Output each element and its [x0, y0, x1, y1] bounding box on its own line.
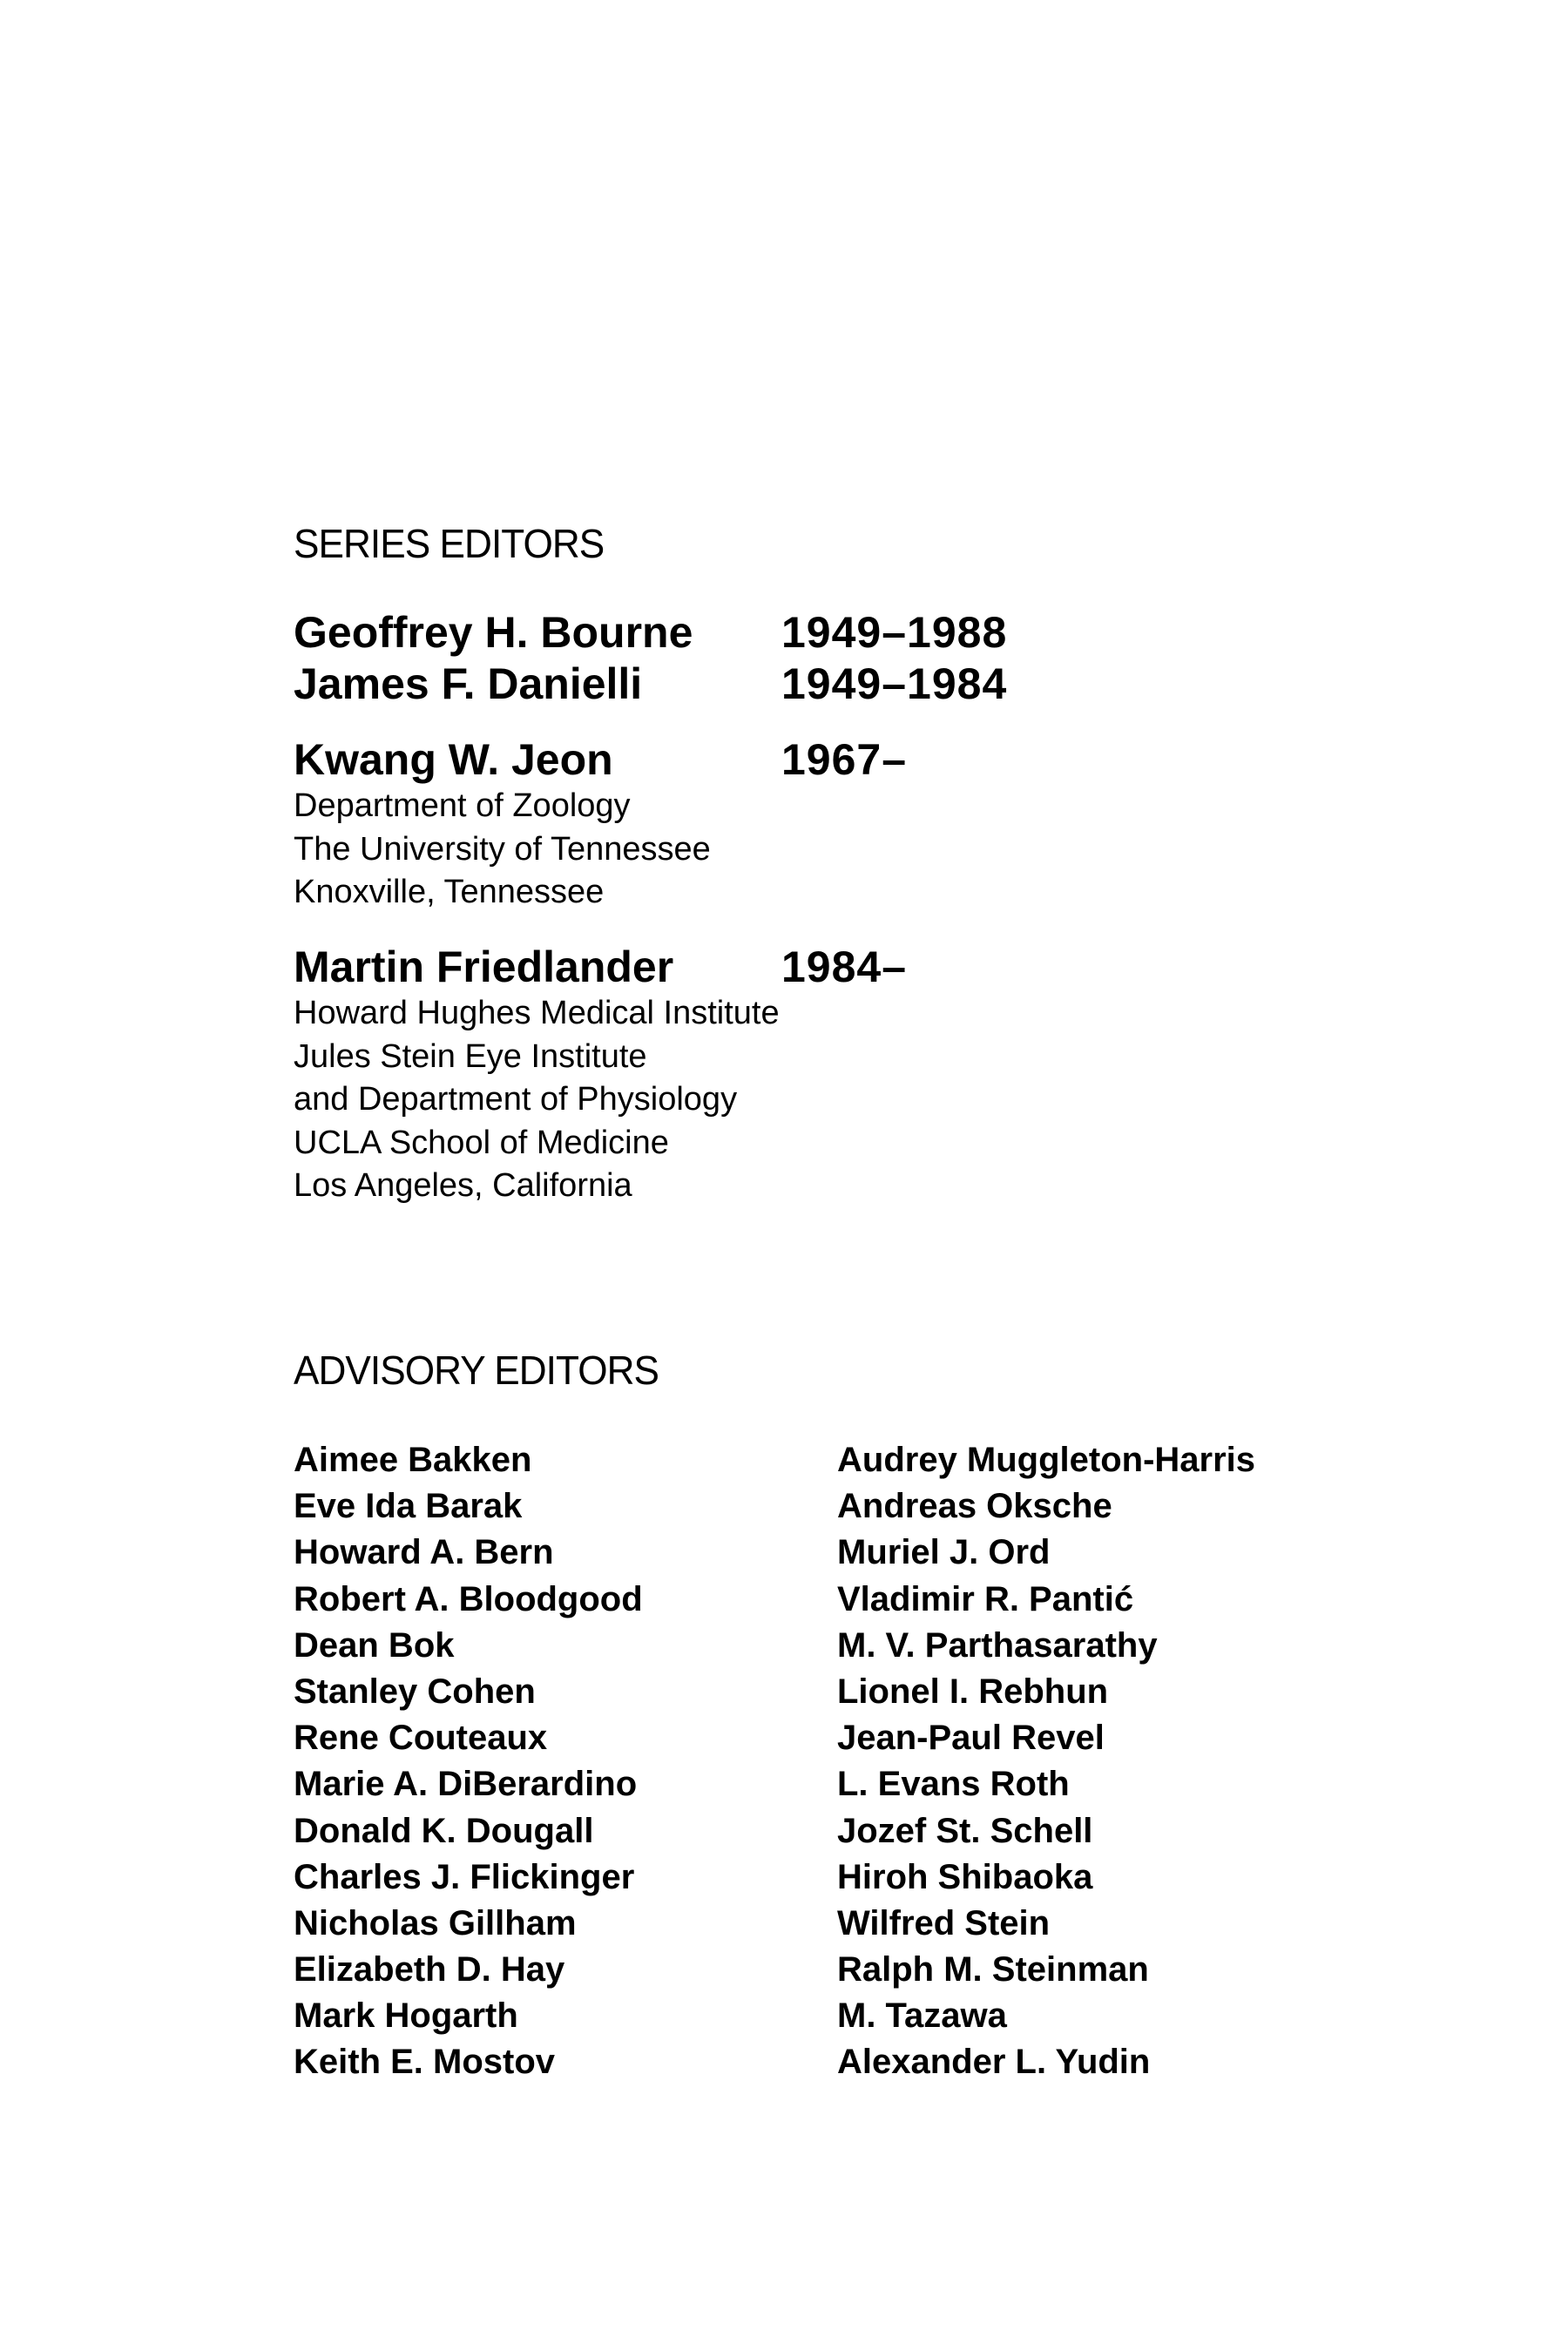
advisory-editor: Jozef St. Schell: [837, 1811, 1093, 1850]
advisory-editor: Muriel J. Ord: [837, 1533, 1051, 1572]
editor-name: Kwang W. Jeon: [294, 735, 613, 784]
advisory-editor: Keith E. Mostov: [294, 2043, 556, 2082]
affiliation-line: Department of Zoology: [294, 787, 631, 824]
advisory-editors-left-column: [294, 1437, 643, 2086]
advisory-editor: Stanley Cohen: [294, 1672, 536, 1711]
advisory-editor: Robert A. Bloodgood: [294, 1579, 643, 1618]
advisory-editor: Lionel I. Rebhun: [837, 1672, 1109, 1711]
affiliation-line: Howard Hughes Medical Institute: [294, 995, 780, 1031]
advisory-editor: Marie A. DiBerardino: [294, 1765, 638, 1804]
advisory-editors-right-column: [837, 1437, 1255, 2086]
affiliation-line: Los Angeles, California: [294, 1167, 632, 1204]
editor-years: 1949–1984: [781, 659, 1008, 708]
advisory-editor: Audrey Muggleton-Harris: [837, 1441, 1256, 1479]
advisory-editor: Nicholas Gillham: [294, 1903, 577, 1942]
editor-years: 1967–: [781, 735, 908, 784]
advisory-editor: Ralph M. Steinman: [837, 1950, 1149, 1990]
advisory-editor: M. Tazawa: [837, 1996, 1007, 2036]
series-editor: [294, 734, 1252, 915]
affiliation-line: and Department of Physiology: [294, 1081, 738, 1118]
advisory-editor: Wilfred Stein: [837, 1903, 1051, 1942]
advisory-editor: Donald K. Dougall: [294, 1811, 594, 1850]
advisory-editor: Mark Hogarth: [294, 1996, 518, 2036]
advisory-editor: Jean-Paul Revel: [837, 1719, 1105, 1758]
editor-name: Martin Friedlander: [294, 942, 674, 991]
affiliation-line: UCLA School of Medicine: [294, 1124, 669, 1161]
editor-years: 1984–: [781, 942, 908, 991]
series-editors-heading: SERIES EDITORS: [294, 521, 605, 566]
affiliation-line: Knoxville, Tennessee: [294, 874, 605, 910]
editor-name: James F. Danielli: [294, 659, 643, 708]
series-editor: [294, 942, 1252, 1208]
advisory-editor: L. Evans Roth: [837, 1765, 1070, 1804]
series-editor: [294, 659, 1252, 709]
advisory-editor: Aimee Bakken: [294, 1441, 532, 1479]
advisory-editors-heading: ADVISORY EDITORS: [294, 1348, 659, 1393]
advisory-editor: Hiroh Shibaoka: [837, 1857, 1093, 1896]
editor-name: Geoffrey H. Bourne: [294, 608, 693, 657]
editor-years: 1949–1988: [781, 608, 1008, 657]
advisory-editor: Andreas Oksche: [837, 1487, 1112, 1526]
affiliation-line: Jules Stein Eye Institute: [294, 1037, 647, 1075]
advisory-editor: Howard A. Bern: [294, 1533, 554, 1572]
advisory-editor: Dean Bok: [294, 1625, 455, 1665]
advisory-editor: Elizabeth D. Hay: [294, 1950, 565, 1990]
series-editor: [294, 607, 1252, 658]
advisory-editor: Alexander L. Yudin: [837, 2043, 1151, 2082]
advisory-editor: Vladimir R. Pantić: [837, 1579, 1134, 1618]
advisory-editor: M. V. Parthasarathy: [837, 1625, 1158, 1665]
advisory-editor: Eve Ida Barak: [294, 1487, 523, 1526]
affiliation-line: The University of Tennessee: [294, 830, 711, 868]
advisory-editor: Rene Couteaux: [294, 1719, 548, 1758]
advisory-editor: Charles J. Flickinger: [294, 1857, 635, 1896]
